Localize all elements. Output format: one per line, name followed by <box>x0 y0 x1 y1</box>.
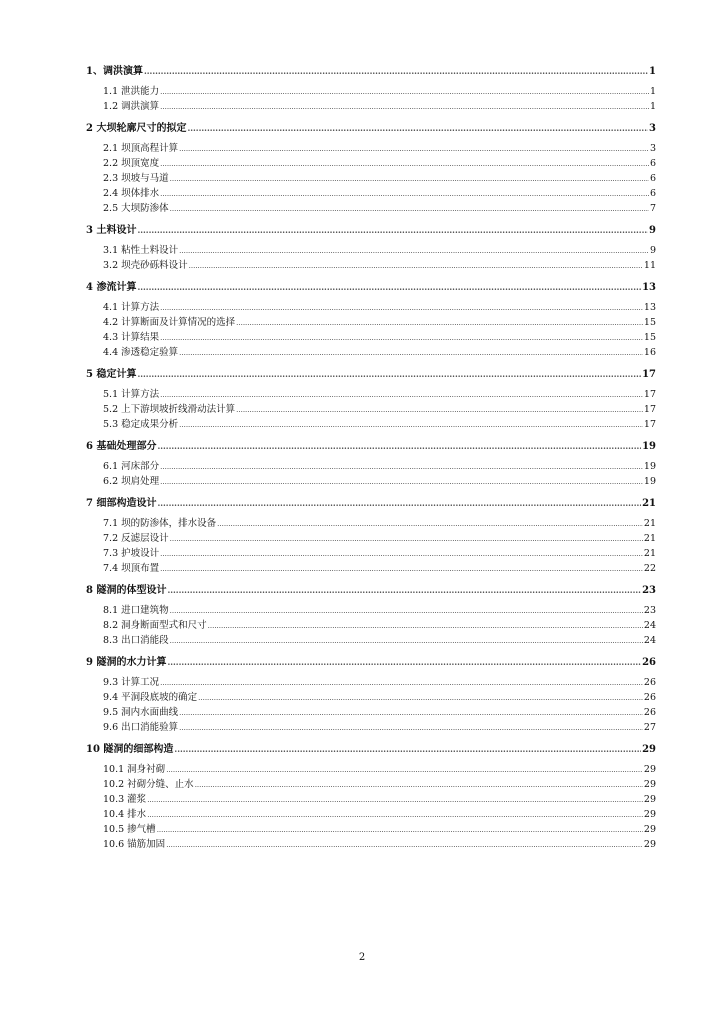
toc-section-page: 1 <box>649 66 656 77</box>
toc-entry-page: 26 <box>643 707 656 718</box>
toc-entry[interactable] <box>86 807 656 822</box>
toc-entry-page: 15 <box>643 332 656 343</box>
toc-section-title: 9 隧洞的水力计算 <box>86 657 167 668</box>
toc-section-heading[interactable] <box>86 223 656 239</box>
toc-entry-title: 10.4 排水 <box>103 809 147 820</box>
toc-section-page: 19 <box>642 441 656 452</box>
toc-section-title: 2 大坝轮廓尺寸的拟定 <box>86 123 187 134</box>
toc-entry-page: 1 <box>649 101 656 112</box>
dot-leader <box>187 121 648 136</box>
toc-entry[interactable] <box>86 315 656 330</box>
toc-entry-page: 29 <box>643 839 656 850</box>
toc-entry-page: 17 <box>643 419 656 430</box>
toc-entry-title: 4.4 渗透稳定验算 <box>103 347 179 358</box>
toc-entry-title: 9.4 平洞段底坡的确定 <box>103 692 198 703</box>
toc-entry-page: 17 <box>643 404 656 415</box>
toc-entry-title: 2.2 坝顶宽度 <box>103 158 160 169</box>
toc-entry-title: 7.3 护坡设计 <box>103 548 160 559</box>
dot-leader <box>157 823 643 838</box>
toc-entry[interactable] <box>86 186 656 201</box>
toc-section-page: 3 <box>649 123 656 134</box>
toc-entry-title: 8.1 进口建筑物 <box>103 605 169 616</box>
dot-leader <box>160 475 643 490</box>
toc-entry[interactable] <box>86 822 656 837</box>
toc-entry-page: 26 <box>643 692 656 703</box>
toc-entry-page: 1 <box>649 86 656 97</box>
toc-entry-title: 1.2 调洪演算 <box>103 101 160 112</box>
toc-entry-page: 23 <box>643 605 656 616</box>
toc-section-page: 26 <box>642 657 656 668</box>
toc-entry-title: 5.3 稳定成果分析 <box>103 419 179 430</box>
toc-entry-title: 1.1 泄洪能力 <box>103 86 160 97</box>
toc-section-heading[interactable] <box>86 121 656 137</box>
toc-entry-title: 7.1 坝的防渗体，排水设备 <box>103 518 217 529</box>
toc-entry-page: 9 <box>649 245 656 256</box>
dot-leader <box>179 721 643 736</box>
toc-section-page: 17 <box>642 369 656 380</box>
toc-section-page: 23 <box>642 585 656 596</box>
toc-entry-title: 5.2 上下游坝坡折线滑动法计算 <box>103 404 236 415</box>
toc-entry[interactable] <box>86 633 656 648</box>
toc-entry-title: 10.5 掺气槽 <box>103 824 156 835</box>
dot-leader <box>167 583 641 598</box>
dot-leader <box>236 316 643 331</box>
toc-section-heading[interactable] <box>86 64 656 80</box>
toc-entry[interactable] <box>86 387 656 402</box>
toc-entry[interactable] <box>86 675 656 690</box>
dot-leader <box>160 388 643 403</box>
toc-entry[interactable] <box>86 243 656 258</box>
toc-entry-page: 24 <box>643 635 656 646</box>
toc-entry[interactable] <box>86 705 656 720</box>
dot-leader <box>170 634 643 649</box>
dot-leader <box>179 706 643 721</box>
toc-section-heading[interactable] <box>86 655 656 671</box>
toc-entry-page: 22 <box>643 563 656 574</box>
toc-entry[interactable] <box>86 561 656 576</box>
dot-leader <box>170 604 643 619</box>
toc-entry-page: 29 <box>643 794 656 805</box>
dot-leader <box>147 808 643 823</box>
dot-leader <box>179 142 649 157</box>
toc-entry-page: 24 <box>643 620 656 631</box>
toc-entry-title: 10.2 衬砌分缝、止水 <box>103 779 194 790</box>
dot-leader <box>137 223 648 238</box>
dot-leader <box>170 532 643 547</box>
toc-section-title: 4 渗流计算 <box>86 282 137 293</box>
dot-leader <box>198 691 643 706</box>
toc-entry-page: 29 <box>643 809 656 820</box>
dot-leader <box>160 187 649 202</box>
toc-entry[interactable] <box>86 546 656 561</box>
toc-section-heading[interactable] <box>86 439 656 455</box>
dot-leader <box>147 793 643 808</box>
toc-entry-page: 29 <box>643 779 656 790</box>
toc-entry[interactable] <box>86 837 656 852</box>
dot-leader <box>160 676 643 691</box>
toc-entry-title: 9.6 出口消能验算 <box>103 722 179 733</box>
toc-entry-page: 29 <box>643 824 656 835</box>
toc-entry-page: 21 <box>643 548 656 559</box>
toc-section-page: 9 <box>649 225 656 236</box>
dot-leader <box>160 157 649 172</box>
toc-entry[interactable] <box>86 258 656 273</box>
toc-entry-title: 9.3 计算工况 <box>103 677 160 688</box>
toc-entry-page: 15 <box>643 317 656 328</box>
dot-leader <box>179 346 643 361</box>
toc-entry[interactable] <box>86 474 656 489</box>
toc-entry[interactable] <box>86 516 656 531</box>
toc-section-title: 6 基础处理部分 <box>86 441 157 452</box>
toc-entry-page: 29 <box>643 764 656 775</box>
dot-leader <box>157 439 641 454</box>
page-number: 2 <box>358 952 366 963</box>
toc-entry[interactable] <box>86 459 656 474</box>
toc-section-title: 7 细部构造设计 <box>86 498 157 509</box>
toc-entry-page: 6 <box>649 158 656 169</box>
toc-section-heading[interactable] <box>86 280 656 296</box>
toc-entry-title: 10.6 锚筋加固 <box>103 839 166 850</box>
toc-entry[interactable] <box>86 201 656 216</box>
dot-leader <box>170 202 649 217</box>
toc-entry[interactable] <box>86 171 656 186</box>
toc-entry-page: 11 <box>643 260 656 271</box>
toc-entry-title: 4.1 计算方法 <box>103 302 160 313</box>
toc-entry-page: 7 <box>649 203 656 214</box>
toc-section-heading[interactable] <box>86 583 656 599</box>
toc-section-title: 1、调洪演算 <box>86 66 143 77</box>
dot-leader <box>208 619 643 634</box>
toc-entry-page: 6 <box>649 188 656 199</box>
toc-entry[interactable] <box>86 417 656 432</box>
toc-entry-title: 8.3 出口消能段 <box>103 635 169 646</box>
toc-entry-title: 2.1 坝顶高程计算 <box>103 143 179 154</box>
toc-entry-title: 2.4 坝体排水 <box>103 188 160 199</box>
toc-section-heading[interactable] <box>86 742 656 758</box>
toc-entry-page: 21 <box>643 533 656 544</box>
toc-entry-page: 19 <box>643 461 656 472</box>
dot-leader <box>195 778 643 793</box>
dot-leader <box>179 418 643 433</box>
toc-entry-page: 19 <box>643 476 656 487</box>
toc-entry[interactable] <box>86 99 656 114</box>
toc-entry[interactable] <box>86 402 656 417</box>
toc-entry-page: 26 <box>643 677 656 688</box>
toc-entry-title: 2.3 坝坡与马道 <box>103 173 169 184</box>
toc-entry-title: 8.2 洞身断面型式和尺寸 <box>103 620 207 631</box>
dot-leader <box>160 547 643 562</box>
toc-section-title: 8 隧洞的体型设计 <box>86 585 167 596</box>
toc-entry[interactable] <box>86 720 656 735</box>
dot-leader <box>236 403 643 418</box>
toc-entry-title: 7.4 坝顶布置 <box>103 563 160 574</box>
dot-leader <box>166 838 643 853</box>
toc-entry[interactable] <box>86 777 656 792</box>
toc-entry[interactable] <box>86 300 656 315</box>
dot-leader <box>160 460 643 475</box>
dot-leader <box>144 64 648 79</box>
toc-entry-page: 21 <box>643 518 656 529</box>
dot-leader <box>160 301 643 316</box>
toc-entry[interactable] <box>86 690 656 705</box>
dot-leader <box>137 367 641 382</box>
toc-entry-page: 27 <box>643 722 656 733</box>
dot-leader <box>167 655 641 670</box>
toc-section-page: 13 <box>642 282 656 293</box>
toc-section-page: 21 <box>642 498 656 509</box>
dot-leader <box>160 85 649 100</box>
toc-entry[interactable] <box>86 141 656 156</box>
toc-entry-title: 3.1 粘性土料设计 <box>103 245 179 256</box>
dot-leader <box>170 172 649 187</box>
toc-entry-title: 3.2 坝壳砂砾料设计 <box>103 260 188 271</box>
toc-section-page: 29 <box>642 744 656 755</box>
toc-entry-page: 16 <box>643 347 656 358</box>
toc-entry-title: 4.3 计算结果 <box>103 332 160 343</box>
toc-entry-title: 9.5 洞内水面曲线 <box>103 707 179 718</box>
dot-leader <box>217 517 643 532</box>
dot-leader <box>137 280 641 295</box>
toc-entry-title: 7.2 反滤层设计 <box>103 533 169 544</box>
toc-entry-page: 13 <box>643 302 656 313</box>
toc-entry[interactable] <box>86 792 656 807</box>
toc-entry-title: 6.2 坝肩处理 <box>103 476 160 487</box>
dot-leader <box>160 562 643 577</box>
toc-entry[interactable] <box>86 345 656 360</box>
dot-leader <box>160 331 643 346</box>
toc-entry[interactable] <box>86 762 656 777</box>
toc-entry-title: 5.1 计算方法 <box>103 389 160 400</box>
dot-leader <box>174 742 641 757</box>
toc-entry[interactable] <box>86 618 656 633</box>
dot-leader <box>166 763 643 778</box>
toc-entry-page: 17 <box>643 389 656 400</box>
toc-entry-title: 2.5 大坝防渗体 <box>103 203 169 214</box>
toc-entry[interactable] <box>86 603 656 618</box>
toc-section-heading[interactable] <box>86 367 656 383</box>
dot-leader <box>157 496 641 511</box>
toc-entry-page: 6 <box>649 173 656 184</box>
dot-leader <box>189 259 643 274</box>
toc-entry-title: 4.2 计算断面及计算情况的选择 <box>103 317 236 328</box>
toc-entry-title: 10.1 洞身衬砌 <box>103 764 166 775</box>
toc-section-title: 3 土料设计 <box>86 225 137 236</box>
toc-entry-title: 10.3 灌浆 <box>103 794 147 805</box>
table-of-contents <box>86 64 656 852</box>
toc-section-heading[interactable] <box>86 496 656 512</box>
toc-entry[interactable] <box>86 156 656 171</box>
toc-section-title: 5 稳定计算 <box>86 369 137 380</box>
dot-leader <box>179 244 649 259</box>
toc-entry[interactable] <box>86 84 656 99</box>
toc-section-title: 10 隧洞的细部构造 <box>86 744 174 755</box>
toc-entry-page: 3 <box>649 143 656 154</box>
toc-entry-title: 6.1 河床部分 <box>103 461 160 472</box>
toc-entry[interactable] <box>86 330 656 345</box>
toc-entry[interactable] <box>86 531 656 546</box>
dot-leader <box>160 100 649 115</box>
